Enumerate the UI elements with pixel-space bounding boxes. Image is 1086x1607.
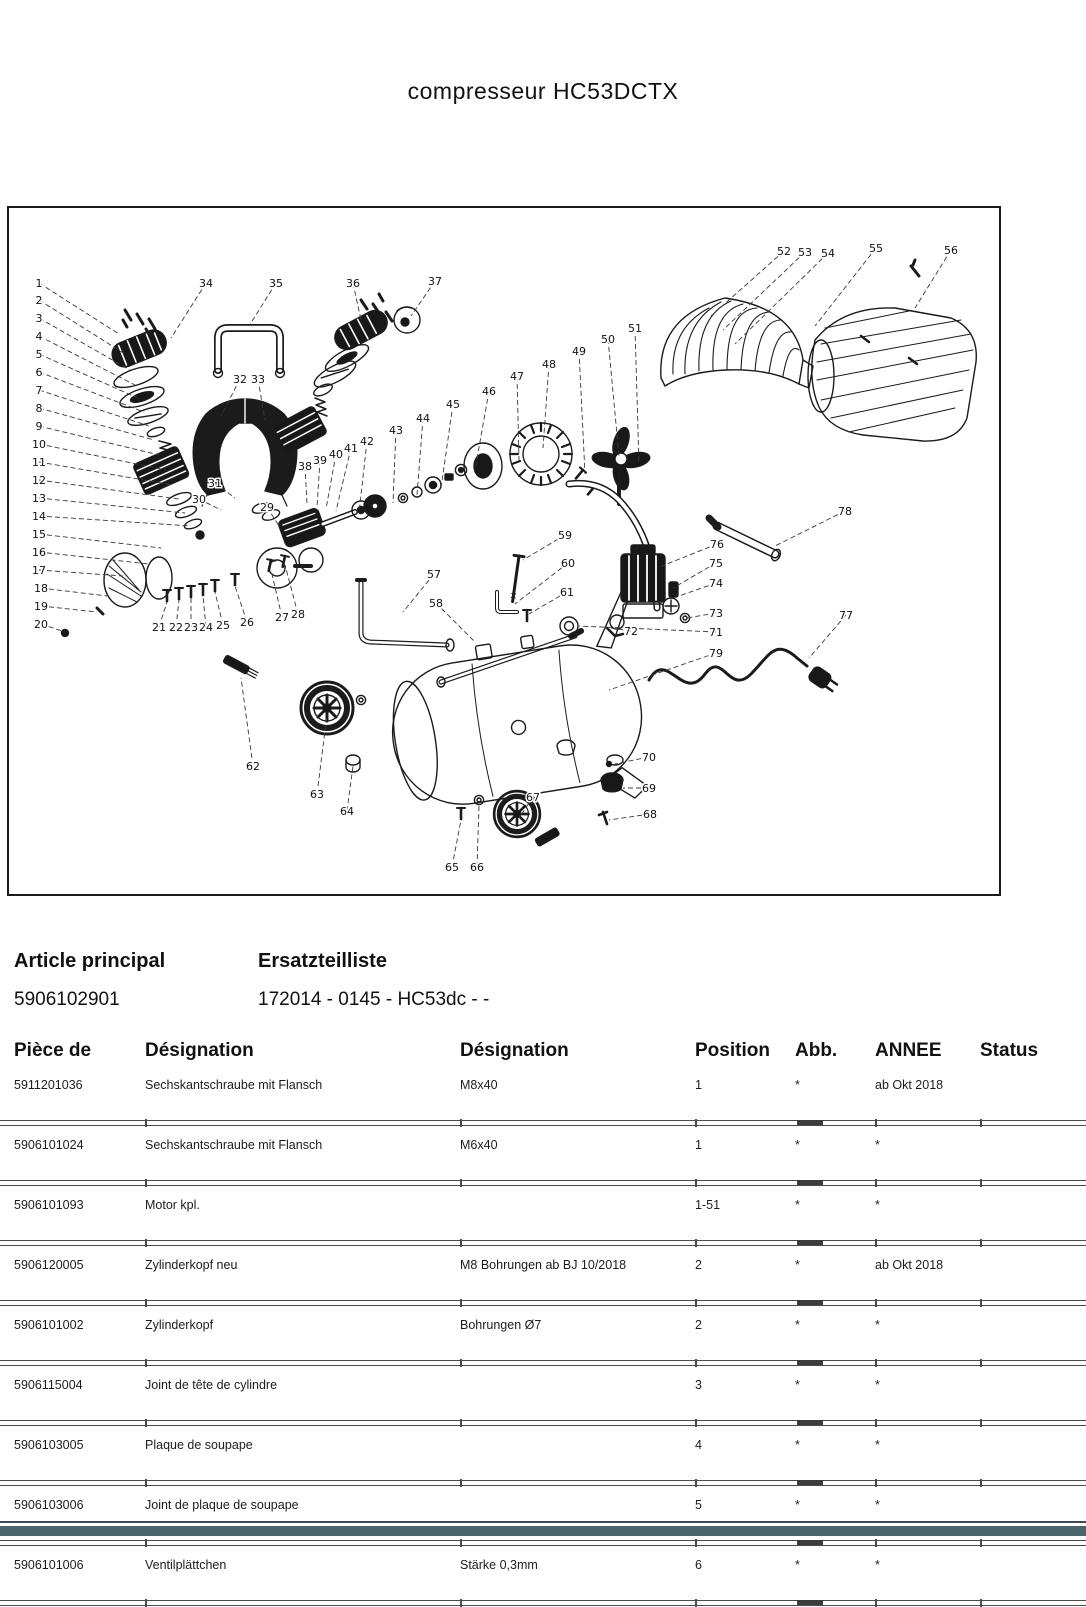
callout-leader-line (635, 328, 639, 464)
col-header-status: Status (980, 1040, 1039, 1061)
callout-number: 6 (35, 366, 43, 379)
col-header-piece: Pièce de (14, 1040, 92, 1061)
callout-number: 30 (192, 493, 206, 506)
table-cell: 5906101006 (14, 1558, 84, 1572)
ersatzteilliste-value: 172014 - 0145 - HC53dc - - (258, 989, 490, 1010)
callout-number: 51 (628, 322, 642, 335)
ersatzteilliste-label: Ersatzteilliste (258, 950, 387, 972)
callout-leader-line (452, 820, 461, 867)
footer-bar (0, 1526, 1086, 1536)
table-row (0, 1426, 1086, 1480)
parts-table-header (0, 1040, 1086, 1066)
callout-leader-line (393, 430, 396, 503)
table-cell: * (795, 1138, 800, 1152)
power-cord (649, 649, 839, 694)
callout-number: 69 (642, 782, 656, 795)
callout-number: 1 (35, 277, 43, 290)
callout-number: 24 (199, 621, 213, 634)
callout-number: 65 (445, 861, 459, 874)
callout-number: 68 (643, 808, 657, 821)
callout-leader-line (608, 339, 619, 456)
head-stack-right (272, 294, 392, 455)
table-cell (980, 1318, 1086, 1360)
callout-number: 54 (821, 247, 835, 260)
row-divider (0, 1540, 1086, 1546)
callout-leader-line (579, 626, 716, 632)
callout-leader-line (39, 552, 149, 564)
callout-number: 8 (35, 402, 43, 415)
col-header-designation-1: Désignation (145, 1040, 254, 1061)
table-cell (460, 1438, 695, 1480)
callout-number: 45 (446, 398, 460, 411)
callout-number: 21 (152, 621, 166, 634)
callout-number: 22 (169, 621, 183, 634)
callout-leader-line (477, 806, 479, 867)
table-cell: 2 (695, 1318, 702, 1332)
table-row (0, 1186, 1086, 1240)
motor-housing (808, 308, 976, 441)
callout-leader-line (39, 534, 161, 548)
callout-leader-line (241, 678, 253, 766)
table-row (0, 1126, 1086, 1180)
callout-leader-line (39, 426, 159, 455)
table-cell: 5 (695, 1498, 702, 1512)
table-row (0, 1306, 1086, 1360)
callout-number: 57 (427, 568, 441, 581)
callout-number: 59 (558, 529, 572, 542)
callout-number: 78 (838, 505, 852, 518)
callout-leader-line (326, 454, 336, 509)
callout-number: 19 (34, 600, 48, 613)
callout-number: 36 (346, 277, 360, 290)
callout-leader-line (579, 351, 585, 474)
callout-number: 16 (32, 546, 46, 559)
callout-number: 66 (470, 861, 484, 874)
table-cell: * (875, 1498, 880, 1512)
row-divider (0, 1600, 1086, 1606)
table-cell: 2 (695, 1258, 702, 1272)
row-divider (0, 1480, 1086, 1486)
col-header-abb: Abb. (795, 1040, 838, 1061)
breather-shroud (104, 553, 172, 607)
callout-number: 9 (35, 420, 43, 433)
table-cell (980, 1198, 1086, 1240)
callout-leader-line (39, 498, 185, 513)
row-divider (0, 1300, 1086, 1306)
table-cell: M8 Bohrungen ab BJ 10/2018 (460, 1258, 627, 1272)
table-cell: 5911201036 (14, 1078, 83, 1092)
callout-number: 49 (572, 345, 586, 358)
table-cell: * (875, 1438, 880, 1452)
callout-number: 28 (291, 608, 305, 621)
table-cell: * (795, 1438, 800, 1452)
table-cell: * (875, 1198, 880, 1212)
callout-leader-line (317, 460, 320, 507)
fan (591, 426, 651, 504)
callout-number: 7 (35, 384, 43, 397)
table-cell: * (875, 1138, 880, 1152)
callout-leader-line (39, 372, 144, 412)
table-cell: * (795, 1318, 800, 1332)
callout-leader-line (735, 253, 828, 344)
callout-number: 70 (642, 751, 656, 764)
callout-number: 62 (246, 760, 260, 773)
callout-number: 74 (709, 577, 723, 590)
callout-number: 55 (869, 242, 883, 255)
table-cell (460, 1378, 695, 1420)
callout-number: 14 (32, 510, 46, 523)
table-cell: 5906103006 (14, 1498, 84, 1512)
callout-number: 11 (32, 456, 46, 469)
callout-leader-line (171, 283, 206, 338)
callout-number: 77 (839, 609, 853, 622)
col-header-position: Position (695, 1040, 770, 1061)
callout-number: 50 (601, 333, 615, 346)
rubber-foot (601, 773, 623, 792)
callout-number: 44 (416, 412, 430, 425)
callout-number: 2 (35, 294, 43, 307)
table-cell: 1 (695, 1138, 702, 1152)
piston (277, 507, 326, 548)
callout-number: 5 (35, 348, 43, 361)
table-cell (980, 1258, 1086, 1300)
row-divider (0, 1420, 1086, 1426)
callout-number: 23 (184, 621, 198, 634)
callout-number: 42 (360, 435, 374, 448)
col-header-designation-2: Désignation (460, 1040, 569, 1061)
callout-number: 63 (310, 788, 324, 801)
callout-number: 35 (269, 277, 283, 290)
callout-number: 29 (260, 501, 274, 514)
table-cell: * (795, 1078, 800, 1092)
exploded-diagram-svg (9, 208, 999, 894)
callout-number: 34 (199, 277, 213, 290)
parts-table-body (0, 1066, 1086, 1606)
table-cell: 5906101093 (14, 1198, 84, 1212)
cylinder-finned-left (133, 446, 190, 496)
article-principal-label: Article principal (14, 950, 166, 972)
table-cell (980, 1378, 1086, 1420)
table-cell: * (795, 1378, 800, 1392)
callout-number: 64 (340, 805, 354, 818)
callout-number: 3 (35, 312, 43, 325)
callout-number: 71 (709, 626, 723, 639)
callout-number: 25 (216, 619, 230, 632)
callout-leader-line (915, 250, 951, 308)
callout-number: 40 (329, 448, 343, 461)
table-cell: M8x40 (460, 1078, 498, 1092)
table-cell: M6x40 (460, 1138, 498, 1152)
callout-number: 61 (560, 586, 574, 599)
table-cell (980, 1558, 1086, 1600)
outlet-pipe (357, 580, 454, 651)
callout-number: 4 (35, 330, 43, 343)
table-cell: Plaque de soupape (145, 1438, 253, 1452)
callout-number: 10 (32, 438, 46, 451)
row-divider (0, 1360, 1086, 1366)
handle-tube (214, 328, 285, 378)
callout-leader-line (41, 606, 97, 612)
table-cell: * (795, 1198, 800, 1212)
table-cell: 3 (695, 1378, 702, 1392)
hub-cap (346, 755, 360, 772)
callout-number: 18 (34, 582, 48, 595)
table-cell: Joint de tête de cylindre (145, 1378, 278, 1392)
callout-number: 33 (251, 373, 265, 386)
callout-leader-line (723, 252, 805, 330)
table-cell: 1-51 (695, 1198, 721, 1212)
col-header-annee: ANNEE (875, 1040, 942, 1061)
table-cell: * (795, 1558, 800, 1572)
callout-number: 41 (344, 442, 358, 455)
table-cell: * (795, 1258, 800, 1272)
callout-number: 76 (710, 538, 724, 551)
table-cell: ab Okt 2018 (875, 1078, 944, 1092)
callout-number: 13 (32, 492, 46, 505)
table-cell: * (875, 1318, 880, 1332)
callout-number: 37 (428, 275, 442, 288)
long-bolt (508, 555, 524, 602)
callout-leader-line (41, 588, 107, 596)
callout-number: 58 (429, 597, 443, 610)
table-cell: Ventilplättchen (145, 1558, 227, 1572)
callout-number: 31 (208, 477, 222, 490)
callout-leader-line (657, 544, 717, 568)
diagram-callouts (32, 242, 958, 874)
callout-number: 79 (709, 647, 723, 660)
table-cell: 1 (695, 1078, 702, 1092)
table-cell: 5906103005 (14, 1438, 84, 1452)
callout-number: 43 (389, 424, 403, 437)
callout-number: 27 (275, 611, 289, 624)
callout-number: 60 (561, 557, 575, 570)
callout-number: 38 (298, 460, 312, 473)
stator-ring (510, 423, 572, 485)
check-valve-nut (560, 617, 578, 635)
table-cell: Zylinderkopf neu (145, 1258, 238, 1272)
callout-number: 26 (240, 616, 254, 629)
callout-number: 39 (313, 454, 327, 467)
callout-number: 67 (526, 791, 540, 804)
table-cell (980, 1138, 1086, 1180)
callout-number: 72 (624, 625, 638, 638)
table-cell: Sechskantschraube mit Flansch (145, 1138, 323, 1152)
callout-leader-line (543, 364, 549, 448)
callout-number: 53 (798, 246, 812, 259)
table-cell: 4 (695, 1438, 702, 1452)
table-cell: Motor kpl. (145, 1198, 200, 1212)
table-row (0, 1246, 1086, 1300)
callout-number: 56 (944, 244, 958, 257)
callout-number: 46 (482, 385, 496, 398)
table-row (0, 1066, 1086, 1120)
table-cell: 6 (695, 1558, 702, 1572)
callout-leader-line (39, 570, 123, 576)
table-cell: 5906101002 (14, 1318, 84, 1332)
exploded-diagram (7, 206, 1001, 896)
table-row (0, 1366, 1086, 1420)
axle-bolt (223, 655, 259, 679)
table-cell: Sechskantschraube mit Flansch (145, 1078, 323, 1092)
callout-leader-line (775, 511, 845, 546)
table-cell: Stärke 0,3mm (460, 1558, 538, 1572)
table-cell: * (875, 1558, 880, 1572)
row-divider (0, 1120, 1086, 1126)
table-cell (460, 1198, 695, 1240)
diagram-artwork (62, 260, 977, 846)
callout-leader-line (609, 653, 716, 690)
table-cell: 5906101024 (14, 1138, 84, 1152)
table-cell: * (875, 1378, 880, 1392)
table-cell: Joint de plaque de soupape (145, 1498, 299, 1512)
table-cell: ab Okt 2018 (875, 1258, 944, 1272)
table-cell: * (795, 1498, 800, 1512)
air-filter-cap (109, 326, 170, 370)
table-cell (980, 1078, 1086, 1120)
callout-leader-line (39, 300, 125, 354)
callout-leader-line (417, 418, 423, 495)
callout-number: 52 (777, 245, 791, 258)
footer-rule (0, 1521, 1086, 1523)
callout-number: 15 (32, 528, 46, 541)
callout-number: 48 (542, 358, 556, 371)
callout-number: 17 (32, 564, 46, 577)
fan-grille (661, 298, 813, 388)
article-principal-value: 5906102901 (14, 989, 120, 1010)
callout-number: 32 (233, 373, 247, 386)
row-divider (0, 1180, 1086, 1186)
table-cell: Bohrungen Ø7 (460, 1318, 542, 1332)
callout-number: 12 (32, 474, 46, 487)
callout-number: 73 (709, 607, 723, 620)
callout-leader-line (39, 516, 191, 526)
callout-leader-line (271, 570, 282, 617)
row-divider (0, 1240, 1086, 1246)
table-cell: 5906120005 (14, 1258, 84, 1272)
callout-number: 75 (709, 557, 723, 570)
bearing-cap (394, 307, 420, 333)
table-cell: 5906115004 (14, 1378, 83, 1392)
callout-number: 47 (510, 370, 524, 383)
table-cell: Zylinderkopf (145, 1318, 214, 1332)
table-row (0, 1546, 1086, 1600)
callout-leader-line (39, 283, 119, 334)
page-title: compresseur HC53DCTX (407, 78, 679, 104)
table-cell (980, 1438, 1086, 1480)
callout-number: 20 (34, 618, 48, 631)
